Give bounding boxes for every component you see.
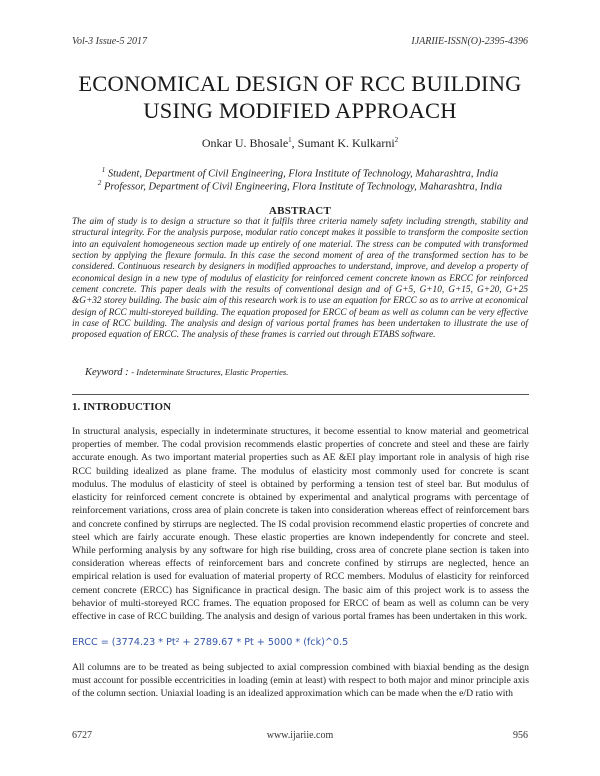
- author-2: Sumant K. Kulkarni: [297, 136, 395, 150]
- abstract-text: The aim of study is to design a structure so that it fulfils three criteria namely safety including strength, stability and structural integrity. For the analysis purpose, modular ratio concept makes it possible to transform the composite section into an equivalent homogeneous section made up entirely of one material. The stress can be computed with transformed section by applying the flexure formula. In this case the second moment of area of the transformed section has to be considered. Continuous research by designers in modified approaches to understand, improve, and develop a property of economical design in a new type of modulus of elasticity for reinforced cement concrete known as ERCC for reinforced cement concrete. This paper deals with the results of conventional design and of G+5, G+10, G+15, G+20, G+25 &G+32 storey building. The basic aim of this research work is to use an equation for ERCC so as to arrive at economical design of RCC multi-storeyed building. The equation proposed for ERCC of beam as well as column can be very effective in case of RCC building. The analysis and design of various portal frames has been undertaken to illustrate the use of proposed equation of ERCC. The analysis of these frames is carried out through ETABS software.: [72, 217, 528, 341]
- author-separator: ,: [291, 136, 298, 150]
- section-heading-introduction: 1. INTRODUCTION: [72, 401, 172, 413]
- abstract-heading: ABSTRACT: [268, 205, 332, 217]
- footer-website: www.ijariie.com: [266, 730, 334, 741]
- footer-page-number: 956: [513, 730, 528, 741]
- affiliation-1-text: Student, Department of Civil Engineering, Flora Institute of Technology, Maharashtra, India: [107, 168, 499, 180]
- section-divider: [72, 394, 529, 395]
- affiliation-1: [40, 166, 560, 180]
- affiliation-2-sup: 2: [97, 179, 102, 187]
- author-1: Onkar U. Bhosale: [201, 136, 289, 150]
- journal-issn: IJARIIE-ISSN(O)-2395-4396: [411, 36, 528, 47]
- keyword-value: - Indeterminate Structures, Elastic Properties.: [131, 367, 289, 377]
- keyword-line: [85, 367, 288, 378]
- introduction-paragraph-2: All columns are to be treated as being subjected to axial compression combined with biaxial bending as the design must account for possible eccentricities in loading (emin at least) with respect to both major and minor principle axis of the column section. Uniaxial loading is an idealized approximation which can be made when the e/D ratio with: [72, 662, 529, 700]
- footer-page-id: 6727: [72, 730, 92, 741]
- paper-title: [40, 70, 560, 124]
- author-2-sup: 2: [394, 136, 399, 144]
- title-line-1: ECONOMICAL DESIGN OF RCC BUILDING: [78, 71, 522, 96]
- author-line: [40, 136, 560, 151]
- ercc-equation: ERCC = (3774.23 * Pt² + 2789.67 * Pt + 5000 * (fck)^0.5: [72, 637, 349, 648]
- title-line-2: USING MODIFIED APPROACH: [143, 98, 457, 123]
- author-1-sup: 1: [288, 136, 292, 144]
- affiliation-1-sup: 1: [101, 166, 106, 174]
- journal-volume: Vol-3 Issue-5 2017: [72, 36, 147, 47]
- keyword-label: Keyword :: [85, 367, 132, 378]
- introduction-paragraph-1: In structural analysis, especially in indeterminate structures, it become essential to know material and geometrical properties of member. The codal provision recommends elastic properties of concrete and steel and these are fairly accurate enough. As two important material properties such as AE &EI play important role in analysis of high rise RCC building idealized as plane frame. The modulus of elasticity most commonly used for concrete is scant modulus. The modulus of elasticity of steel is obtained by performing a tension test of steel bar. But modulus of elasticity for reinforced cement concrete is obtained by experimental and analytical programs with percentage of reinforcement variations, cross area of plain concrete is taken into consideration whereas effect of reinforcement bars and concrete confined by stirrups are neglected. The IS codal provision recommend elastic properties of concrete and steel which are fairly accurate enough. These elastic properties are known independently for concrete and steel. While performing analysis by any software for high rise building, cross area of concrete plane section is taken into consideration whereas effects of reinforcement bars and concrete confined by stirrups are neglected, hence an empirical relation is used for evaluation of material property of RCC members. Modulus of elasticity for reinforced cement concrete (ERCC) has Significance in practical design. The basic aim of this project work is to assess the behavior of multi-storeyed RCC frames. The equation proposed for ERCC of beam as well as column can be very effective in case of RCC building. The analysis and design of various portal frames has been undertaken in this work.: [72, 426, 529, 623]
- affiliation-2-text: Professor, Department of Civil Engineering, Flora Institute of Technology, Maharashtra, India: [103, 181, 503, 193]
- affiliation-2: [40, 179, 560, 193]
